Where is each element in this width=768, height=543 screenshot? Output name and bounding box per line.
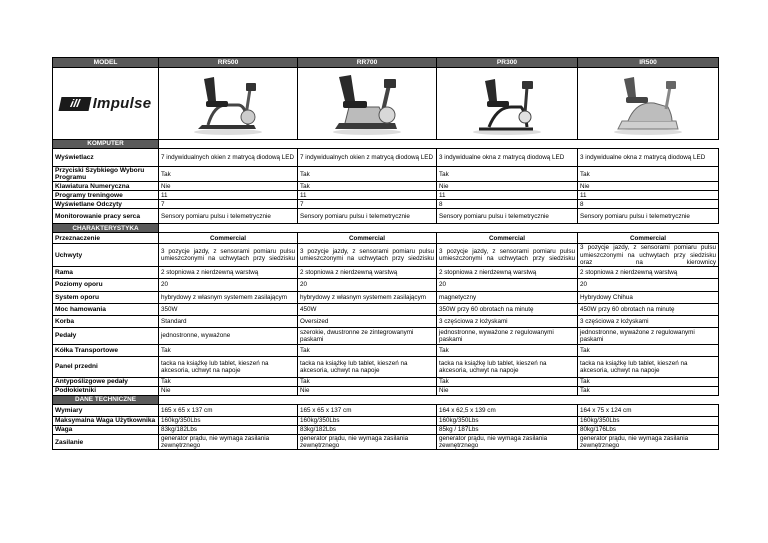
- spec-sheet: [52, 57, 718, 450]
- section-spacer: [578, 224, 719, 233]
- row-label: Uchwyty: [53, 244, 159, 267]
- cell-value: 165 x 65 x 137 cm: [159, 405, 298, 417]
- cell-value: 11: [578, 191, 719, 200]
- cell-value: magnetyczny: [437, 292, 578, 304]
- brand-logo: [53, 68, 159, 140]
- table-row-system-oporu: [53, 292, 719, 304]
- recumbent-bike-icon: [188, 71, 268, 137]
- cell-value: szerokie, dwustronne ze zintegrowanymi paskami: [298, 328, 437, 345]
- cell-value: Tak: [578, 345, 719, 357]
- table-row-kolka-transportowe: [53, 345, 719, 357]
- cell-value: generator prądu, nie wymaga zasilania zewnętrznego: [298, 435, 437, 450]
- cell-value: Standard: [159, 316, 298, 328]
- row-label: Przeznaczenie: [53, 233, 159, 244]
- model-header-rr500: RR500: [159, 58, 298, 68]
- row-label: Poziomy oporu: [53, 279, 159, 292]
- cell-value: 8: [578, 200, 719, 209]
- cell-value: 20: [298, 279, 437, 292]
- table-row-zasilanie: [53, 435, 719, 450]
- section-spacer: [298, 140, 437, 149]
- row-label: Waga: [53, 426, 159, 435]
- cell-value: jednostronne, wyważone z regulowanymi paskami: [437, 328, 578, 345]
- row-label: Zasilanie: [53, 435, 159, 450]
- cell-value: generator prądu, nie wymaga zasilania zewnętrznego: [437, 435, 578, 450]
- cell-value: 450W przy 60 obrotach na minutę: [578, 304, 719, 316]
- cell-value: Tak: [298, 345, 437, 357]
- cell-value: 3 pozycje jazdy, z sensorami pomiaru pulsu umieszczonymi na uchwytach przy siedzisku: [437, 244, 578, 267]
- section-spacer: [298, 224, 437, 233]
- table-row-uchwyty: [53, 244, 719, 267]
- cell-value: jednostronne, wyważone: [159, 328, 298, 345]
- table-row-moc-hamowania: [53, 304, 719, 316]
- cell-value: Nie: [159, 387, 298, 396]
- cell-value: 3 pozycje jazdy, z sensorami pomiaru pulsu umieszczonymi na uchwytach przy siedzisku: [159, 244, 298, 267]
- table-row-przeznaczenie: [53, 233, 719, 244]
- cell-value: 160kg/350Lbs: [298, 417, 437, 426]
- cell-value: 160kg/350Lbs: [437, 417, 578, 426]
- cell-value: 450W: [298, 304, 437, 316]
- cell-value: Tak: [159, 378, 298, 387]
- row-label: Maksymalna Waga Użytkownika: [53, 417, 159, 426]
- cell-value: Tak: [437, 378, 578, 387]
- section-title: KOMPUTER: [53, 140, 159, 149]
- row-label: Programy treningowe: [53, 191, 159, 200]
- section-spacer: [159, 224, 298, 233]
- row-label: Rama: [53, 267, 159, 279]
- product-image-pr300: [437, 68, 578, 140]
- cell-value: Commercial: [159, 233, 298, 244]
- model-header-rr700: RR700: [298, 58, 437, 68]
- cell-value: Tak: [298, 378, 437, 387]
- cell-value: 7: [159, 200, 298, 209]
- brand-name: Impulse: [92, 94, 152, 112]
- cell-value: Tak: [298, 167, 437, 182]
- table-row-pedaly: [53, 328, 719, 345]
- cell-value: tacka na książkę lub tablet, kieszeń na akcesoria, uchwyt na napoje: [437, 357, 578, 378]
- cell-value: 3 częściowa z łożyskami: [578, 316, 719, 328]
- brand-mark-icon: ill: [58, 97, 91, 111]
- row-label: Kółka Transportowe: [53, 345, 159, 357]
- table-row-panel-przedni: [53, 357, 719, 378]
- cell-value: Tak: [437, 167, 578, 182]
- product-image-rr700: [298, 68, 437, 140]
- cell-value: 2 stopniowa z nierdzewną warstwą: [437, 267, 578, 279]
- cell-value: 85kg / 187Lbs: [437, 426, 578, 435]
- cell-value: 3 indywidualne okna z matrycą diodową LED: [437, 149, 578, 167]
- section-title: CHARAKTERYSTYKA: [53, 224, 159, 233]
- table-row-przyciski-szybkiego-wyboru-programu: [53, 167, 719, 182]
- cell-value: Nie: [298, 387, 437, 396]
- comparison-table: [52, 57, 719, 450]
- cell-value: 83kg/182Lbs: [298, 426, 437, 435]
- section-spacer: [437, 396, 578, 405]
- product-image-rr500: [159, 68, 298, 140]
- cell-value: 80kg/176Lbs: [578, 426, 719, 435]
- table-row-wyswietlacz: [53, 149, 719, 167]
- cell-value: 164 x 62,5 x 139 cm: [437, 405, 578, 417]
- cell-value: Tak: [159, 345, 298, 357]
- row-label: Korba: [53, 316, 159, 328]
- cell-value: 350W: [159, 304, 298, 316]
- table-row-poziomy-oporu: [53, 279, 719, 292]
- cell-value: 11: [298, 191, 437, 200]
- section-header-row: [53, 396, 719, 405]
- row-label: Monitorowanie pracy serca: [53, 209, 159, 224]
- table-row-podlokietniki: [53, 387, 719, 396]
- table-row-wyswietlane-odczyty: [53, 200, 719, 209]
- cell-value: Oversized: [298, 316, 437, 328]
- model-header-ir500: IR500: [578, 58, 719, 68]
- table-row-monitorowanie-pracy-serca: [53, 209, 719, 224]
- cell-value: 3 częściowa z łożyskami: [437, 316, 578, 328]
- section-spacer: [437, 224, 578, 233]
- cell-value: 2 stopniowa z nierdzewną warstwą: [159, 267, 298, 279]
- cell-value: 160kg/350Lbs: [159, 417, 298, 426]
- cell-value: 160kg/350Lbs: [578, 417, 719, 426]
- cell-value: 3 indywidualne okna z matrycą diodową LED: [578, 149, 719, 167]
- section-spacer: [298, 396, 437, 405]
- cell-value: Nie: [578, 182, 719, 191]
- cell-value: Tak: [578, 378, 719, 387]
- cell-value: Sensory pomiaru pulsu i telemetrycznie: [159, 209, 298, 224]
- cell-value: 20: [437, 279, 578, 292]
- cell-value: Commercial: [437, 233, 578, 244]
- cell-value: 11: [437, 191, 578, 200]
- recumbent-bike-icon: [608, 71, 688, 137]
- section-title: DANE TECHNICZNE: [53, 396, 159, 405]
- section-spacer: [159, 396, 298, 405]
- row-label: Wymiary: [53, 405, 159, 417]
- cell-value: 3 pozycje jazdy, z sensorami pomiaru pulsu umieszczonymi na uchwytach przy siedzisku: [298, 244, 437, 267]
- cell-value: Tak: [578, 167, 719, 182]
- cell-value: 2 stopniowa z nierdzewną warstwą: [298, 267, 437, 279]
- cell-value: Commercial: [578, 233, 719, 244]
- table-row-wymiary: [53, 405, 719, 417]
- row-label: Wyświetlane Odczyty: [53, 200, 159, 209]
- cell-value: 165 x 65 x 137 cm: [298, 405, 437, 417]
- cell-value: 2 stopniowa z nierdzewną warstwą: [578, 267, 719, 279]
- cell-value: Nie: [159, 182, 298, 191]
- cell-value: 7 indywidualnych okien z matrycą diodową LED: [159, 149, 298, 167]
- section-spacer: [159, 140, 298, 149]
- cell-value: generator prądu, nie wymaga zasilania zewnętrznego: [159, 435, 298, 450]
- image-row: [53, 68, 719, 140]
- table-row-waga: [53, 426, 719, 435]
- row-label: System oporu: [53, 292, 159, 304]
- cell-value: 83kg/182Lbs: [159, 426, 298, 435]
- section-spacer: [578, 396, 719, 405]
- recumbent-bike-icon: [467, 71, 547, 137]
- row-label: Antypoślizgowe pedały: [53, 378, 159, 387]
- cell-value: 11: [159, 191, 298, 200]
- cell-value: Tak: [578, 387, 719, 396]
- recumbent-bike-icon: [327, 71, 407, 137]
- cell-value: 20: [159, 279, 298, 292]
- cell-value: 20: [578, 279, 719, 292]
- section-header-row: [53, 224, 719, 233]
- cell-value: Sensory pomiaru pulsu i telemetrycznie: [578, 209, 719, 224]
- table-row-programy-treningowe: [53, 191, 719, 200]
- cell-value: tacka na książkę lub tablet, kieszeń na akcesoria, uchwyt na napoje: [298, 357, 437, 378]
- cell-value: 350W przy 60 obrotach na minutę: [437, 304, 578, 316]
- model-header: MODEL: [53, 58, 159, 68]
- table-row-antyposlizgowe-pedaly: [53, 378, 719, 387]
- section-spacer: [578, 140, 719, 149]
- product-image-ir500: [578, 68, 719, 140]
- section-header-row: [53, 140, 719, 149]
- header-row: [53, 58, 719, 68]
- row-label: Klawiatura Numeryczna: [53, 182, 159, 191]
- row-label: Podłokietniki: [53, 387, 159, 396]
- row-label: Wyświetlacz: [53, 149, 159, 167]
- cell-value: 3 pozycje jazdy, z sensorami pomiaru pulsu umieszczonymi na uchwytach przy siedzisku oraz na kierownicy: [578, 244, 719, 267]
- cell-value: generator prądu, nie wymaga zasilania zewnętrznego: [578, 435, 719, 450]
- cell-value: jednostronne, wyważone z regulowanymi paskami: [578, 328, 719, 345]
- row-label: Przyciski Szybkiego Wyboru Programu: [53, 167, 159, 182]
- cell-value: hybrydowy z własnym systemem zasilającym: [159, 292, 298, 304]
- row-label: Pedały: [53, 328, 159, 345]
- cell-value: Sensory pomiaru pulsu i telemetrycznie: [298, 209, 437, 224]
- cell-value: Nie: [437, 182, 578, 191]
- section-spacer: [437, 140, 578, 149]
- cell-value: Hybrydowy Chihua: [578, 292, 719, 304]
- cell-value: hybrydowy z własnym systemem zasilającym: [298, 292, 437, 304]
- cell-value: Tak: [437, 345, 578, 357]
- cell-value: tacka na książkę lub tablet, kieszeń na akcesoria, uchwyt na napoje: [578, 357, 719, 378]
- cell-value: 8: [437, 200, 578, 209]
- table-row-rama: [53, 267, 719, 279]
- cell-value: Commercial: [298, 233, 437, 244]
- table-row-klawiatura-numeryczna: [53, 182, 719, 191]
- table-row-korba: [53, 316, 719, 328]
- cell-value: Tak: [298, 182, 437, 191]
- cell-value: 164 x 75 x 124 cm: [578, 405, 719, 417]
- row-label: Panel przedni: [53, 357, 159, 378]
- cell-value: Nie: [437, 387, 578, 396]
- model-header-pr300: PR300: [437, 58, 578, 68]
- cell-value: Tak: [159, 167, 298, 182]
- cell-value: 7 indywidualnych okien z matrycą diodową LED: [298, 149, 437, 167]
- cell-value: 7: [298, 200, 437, 209]
- cell-value: Sensory pomiaru pulsu i telemetrycznie: [437, 209, 578, 224]
- table-row-maksymalna-waga-uzytkownika: [53, 417, 719, 426]
- row-label: Moc hamowania: [53, 304, 159, 316]
- cell-value: tacka na książkę lub tablet, kieszeń na akcesoria, uchwyt na napoje: [159, 357, 298, 378]
